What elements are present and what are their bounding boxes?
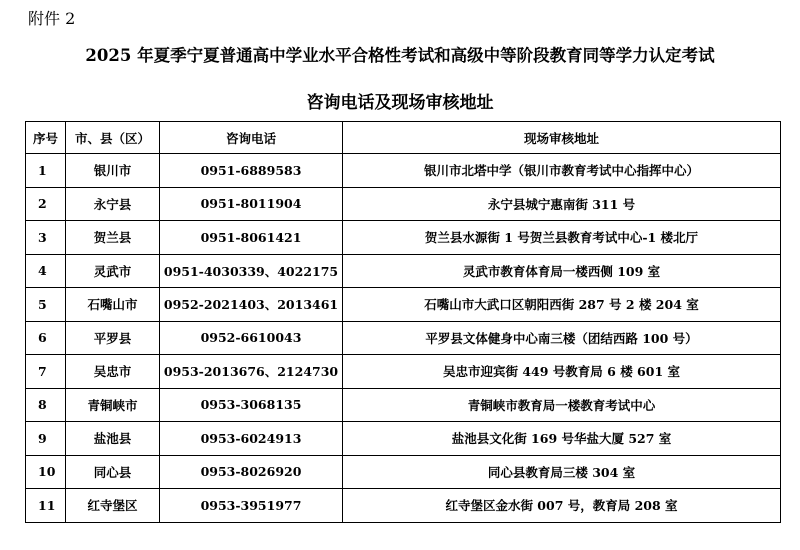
row-address: 红寺堡区金水街 007 号，教育局 208 室 <box>343 489 781 523</box>
row-phone: 0953-2013676、2124730 <box>160 355 343 389</box>
table-row <box>26 221 781 255</box>
row-index: 4 <box>26 254 66 288</box>
row-address: 吴忠市迎宾街 449 号教育局 6 楼 601 室 <box>343 355 781 389</box>
row-index: 6 <box>26 321 66 355</box>
row-phone: 0953-3068135 <box>160 388 343 422</box>
row-index: 3 <box>26 221 66 255</box>
row-phone: 0953-6024913 <box>160 422 343 456</box>
row-phone: 0953-8026920 <box>160 455 343 489</box>
table-row <box>26 422 781 456</box>
document-title: 2025 年夏季宁夏普通高中学业水平合格性考试和高级中等阶段教育同等学力认定考试 <box>85 46 715 65</box>
row-region: 红寺堡区 <box>66 489 160 523</box>
row-phone: 0951-8061421 <box>160 221 343 255</box>
table-row <box>26 455 781 489</box>
row-region: 盐池县 <box>66 422 160 456</box>
row-phone: 0952-2021403、2013461 <box>160 288 343 322</box>
row-phone: 0951-6889583 <box>160 154 343 188</box>
row-index: 1 <box>26 154 66 188</box>
row-region: 永宁县 <box>66 187 160 221</box>
table-row <box>26 288 781 322</box>
table-row <box>26 254 781 288</box>
row-phone: 0952-6610043 <box>160 321 343 355</box>
header-region: 市、县（区） <box>66 122 160 154</box>
row-address: 贺兰县水源街 1 号贺兰县教育考试中心-1 楼北厅 <box>343 221 781 255</box>
row-index: 11 <box>26 489 66 523</box>
row-index: 8 <box>26 388 66 422</box>
header-address: 现场审核地址 <box>343 122 781 154</box>
row-phone: 0953-3951977 <box>160 489 343 523</box>
attachment-label: 附件 2 <box>28 9 76 28</box>
row-phone: 0951-4030339、4022175 <box>160 254 343 288</box>
table-row <box>26 388 781 422</box>
row-region: 青铜峡市 <box>66 388 160 422</box>
row-address: 灵武市教育体育局一楼西侧 109 室 <box>343 254 781 288</box>
row-address: 同心县教育局三楼 304 室 <box>343 455 781 489</box>
row-address: 石嘴山市大武口区朝阳西街 287 号 2 楼 204 室 <box>343 288 781 322</box>
row-index: 7 <box>26 355 66 389</box>
table-row <box>26 489 781 523</box>
row-region: 平罗县 <box>66 321 160 355</box>
row-region: 灵武市 <box>66 254 160 288</box>
row-index: 9 <box>26 422 66 456</box>
table-row <box>26 355 781 389</box>
row-region: 吴忠市 <box>66 355 160 389</box>
row-address: 永宁县城宁惠南街 311 号 <box>343 187 781 221</box>
row-address: 银川市北塔中学（银川市教育考试中心指挥中心） <box>343 154 781 188</box>
table-header-row <box>26 122 781 154</box>
table-row <box>26 154 781 188</box>
row-region: 银川市 <box>66 154 160 188</box>
table-row <box>26 321 781 355</box>
table-row <box>26 187 781 221</box>
row-address: 平罗县文体健身中心南三楼（团结西路 100 号） <box>343 321 781 355</box>
document-subtitle: 咨询电话及现场审核地址 <box>306 93 494 113</box>
row-index: 5 <box>26 288 66 322</box>
row-index: 10 <box>26 455 66 489</box>
row-region: 石嘴山市 <box>66 288 160 322</box>
row-phone: 0951-8011904 <box>160 187 343 221</box>
contact-table <box>25 121 781 523</box>
row-region: 同心县 <box>66 455 160 489</box>
row-address: 盐池县文化街 169 号华盐大厦 527 室 <box>343 422 781 456</box>
row-index: 2 <box>26 187 66 221</box>
row-region: 贺兰县 <box>66 221 160 255</box>
header-index: 序号 <box>26 122 66 154</box>
header-phone: 咨询电话 <box>160 122 343 154</box>
row-address: 青铜峡市教育局一楼教育考试中心 <box>343 388 781 422</box>
